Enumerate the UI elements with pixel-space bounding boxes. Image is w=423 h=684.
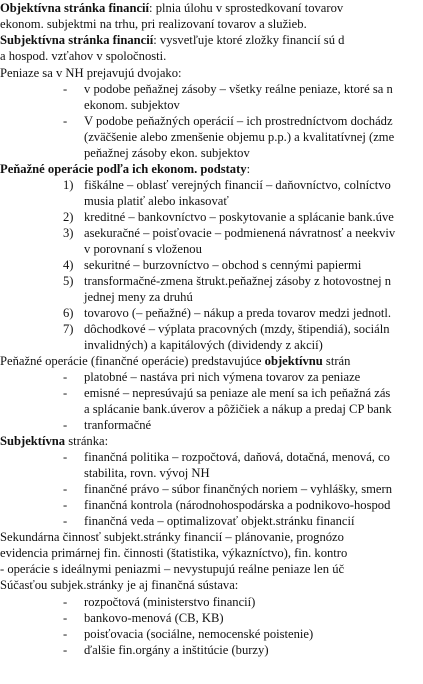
list-item-line: (zväčšenie alebo zmenšenie objemu p.p.) a kvalitatívnej (zme: [84, 130, 395, 144]
list-marker: -: [63, 418, 68, 432]
list-item-line: dôchodkové – výplata pracovných (mzdy, štipendiá), sociáln: [84, 322, 390, 336]
text-span: Peňažné operácie (finančné operácie) predstavujúce: [0, 354, 265, 368]
paragraph-line: Sekundárna činnosť subjekt.stránky financií – plánovanie, prognózo: [0, 530, 344, 544]
list-item-line: finančné právo – súbor finančných noriem – vyhlášky, smern: [84, 482, 392, 496]
list-number: 7): [63, 322, 74, 336]
list-item-line: v porovnaní s vloženou: [84, 242, 202, 256]
paragraph-line: [0, 32, 344, 48]
list-item-line: emisné – nepresúvajú sa peniaze ale mení sa ich peňažná zás: [84, 386, 391, 400]
list-marker: -: [63, 498, 68, 512]
list-marker: -: [63, 643, 68, 657]
list-item-line: v podobe peňažnej zásoby – všetky reálne peniaze, ktoré sa n: [84, 82, 393, 96]
section-heading: [0, 161, 250, 177]
text-span: strán: [322, 354, 351, 368]
list-item-line: platobné – nastáva pri nich výmena tovarov za peniaze: [84, 370, 361, 384]
list-item-line: peňažnej zásoby ekon. subjektov: [84, 146, 250, 160]
text-span: : vysvetľuje ktoré zložky financií sú d: [153, 33, 345, 47]
list-item-line: asekuračné – poisťovacie – podmienená návratnosť a neekviv: [84, 226, 396, 240]
list-item-line: tranformačné: [84, 418, 152, 432]
list-item-line: bankovo-menová (CB, KB): [84, 611, 224, 625]
list-marker: -: [63, 114, 68, 128]
term-bold: Subjektívna stránka financií: [0, 33, 154, 47]
list-item-line: finančná kontrola (národnohospodárska a podnikovo-hospod: [84, 498, 391, 512]
list-item-line: finančná veda – optimalizovať objekt.stránku financií: [84, 514, 355, 528]
list-item-line: jednej meny za druhú: [84, 290, 193, 304]
list-item-line: finančná politika – rozpočtová, daňová, dotačná, menová, co: [84, 450, 390, 464]
heading-colon: :: [246, 162, 251, 176]
list-item-line: sekuritné – burzovníctvo – obchod s cennými papiermi: [84, 258, 362, 272]
list-number: 2): [63, 210, 74, 224]
list-item-line: rozpočtová (ministerstvo financií): [84, 595, 256, 609]
paragraph-line: [0, 353, 350, 369]
list-number: 6): [63, 306, 74, 320]
list-number: 3): [63, 226, 74, 240]
paragraph-line: ekonom. subjektmi na trhu, pri realizovaní tovarov a služieb.: [0, 17, 307, 31]
list-marker: -: [63, 595, 68, 609]
list-marker: -: [63, 611, 68, 625]
list-item-line: ďalšie fin.orgány a inštitúcie (burzy): [84, 643, 269, 657]
list-item-line: V podobe peňažných operácií – ich prostredníctvom dochádz: [84, 114, 393, 128]
list-marker: -: [63, 386, 68, 400]
list-item-line: ekonom. subjektov: [84, 98, 180, 112]
list-item-line: transformačné-zmena štrukt.peňažnej zásoby z hotovostnej n: [84, 274, 392, 288]
list-item-line: kreditné – bankovníctvo – poskytovanie a splácanie bank.úve: [84, 210, 394, 224]
text-span: : plnia úlohu v sprostedkovaní tovarov: [149, 1, 344, 15]
list-number: 5): [63, 274, 74, 288]
list-number: 1): [63, 178, 74, 192]
list-item-line: tovarovo (– peňažné) – nákup a preda tovarov medzi jednotl.: [84, 306, 392, 320]
list-marker: -: [63, 370, 68, 384]
list-item-line: a splácanie bank.úverov a pôžičiek a nákup a predaj CP bank: [84, 402, 392, 416]
paragraph-line: Súčasťou subjek.stránky je aj finančná sústava:: [0, 578, 239, 592]
paragraph-line: [0, 0, 343, 16]
list-item-line: musia platiť alebo inkasovať: [84, 194, 229, 208]
paragraph-line: - operácie s ideálnymi peniazmi – nevystupujú reálne peniaze len úč: [0, 562, 345, 576]
list-item-line: fiškálne – oblasť verejných financií – daňovníctvo, colníctvo: [84, 178, 391, 192]
term-bold: objektívnu: [264, 354, 323, 368]
term-bold: Objektívna stránka financií: [0, 1, 150, 15]
paragraph-line: Peniaze sa v NH prejavujú dvojako:: [0, 66, 182, 80]
list-marker: -: [63, 627, 68, 641]
heading-bold: Subjektívna: [0, 434, 66, 448]
section-heading: [0, 433, 108, 449]
heading-rest: stránka:: [65, 434, 109, 448]
heading-bold: Peňažné operácie podľa ich ekonom. podstaty: [0, 162, 247, 176]
list-marker: -: [63, 482, 68, 496]
list-number: 4): [63, 258, 74, 272]
paragraph-line: evidencia primárnej fin. činnosti (štatistika, výkazníctvo), fin. kontro: [0, 546, 348, 560]
list-item-line: poisťovacia (sociálne, nemocenské poistenie): [84, 627, 314, 641]
list-marker: -: [63, 450, 68, 464]
list-marker: -: [63, 514, 68, 528]
list-item-line: stabilita, rovn. vývoj NH: [84, 466, 210, 480]
list-marker: -: [63, 82, 68, 96]
list-item-line: invalidných) a kapitálových (dividendy z akcií): [84, 338, 323, 352]
paragraph-line: a hospod. vzťahov v spoločnosti.: [0, 49, 167, 63]
